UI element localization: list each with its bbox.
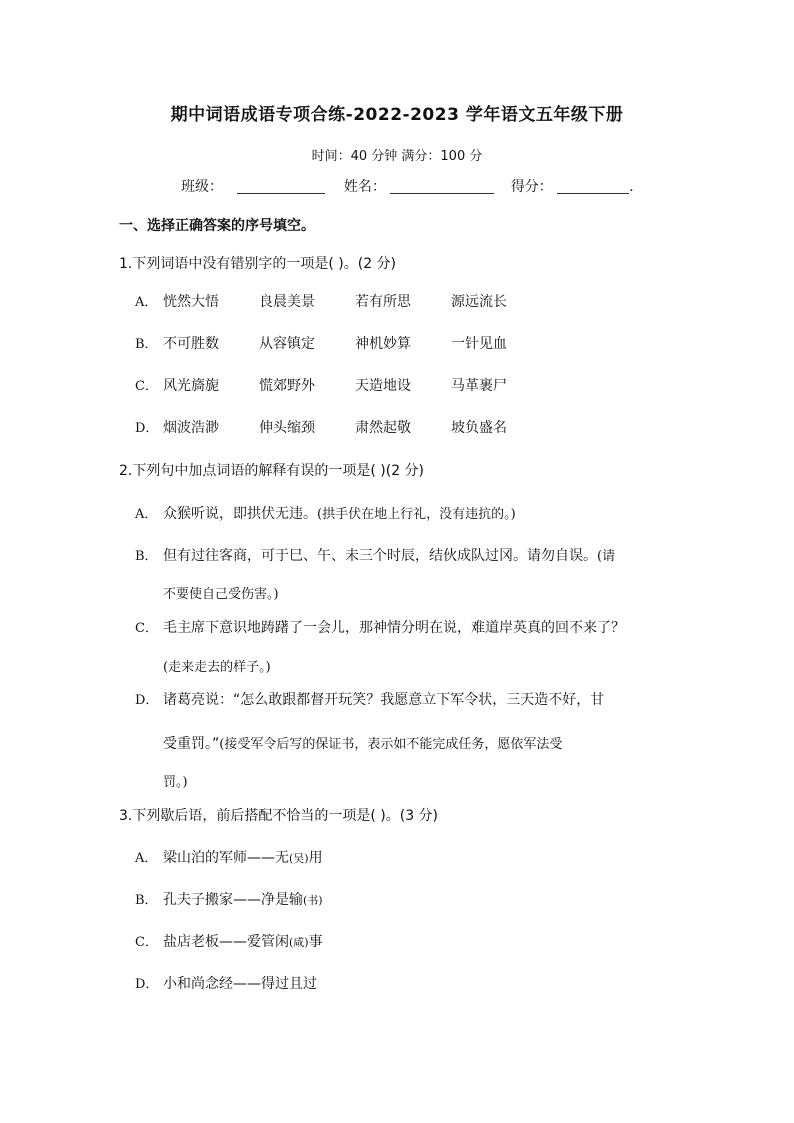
exam-title: 期中词语成语专项合练-2022-2023 学年语文五年级下册 [170,105,624,125]
q2-option-c-note: (走来走去的样子。) [163,660,271,675]
score-blank[interactable] [557,179,629,194]
q1-option-c[interactable] [135,375,547,395]
q3-option-c[interactable] [135,931,323,951]
q2-option-c[interactable] [135,617,625,637]
q2-option-b-note-continued: 不要使自己受伤害。) [163,587,279,602]
option-word: 从容镇定 [259,336,315,352]
class-label: 班级： [181,179,223,195]
q3-option-b[interactable] [135,889,323,909]
q1-option-a[interactable] [135,291,547,311]
option-word: 坡负盛名 [451,420,507,436]
option-note: (接受军令后写的保证书，表示如不能完成任务，愿依军法受 [219,737,563,752]
option-letter: D． [135,421,159,436]
option-text: 梁山泊的军师——无 [163,850,289,866]
option-hint: (咸) [289,936,309,949]
q1-option-d[interactable] [135,417,547,437]
option-word: 肃然起敬 [355,420,411,436]
student-info-line: 班级： 姓名： 得分： . [181,179,634,195]
option-text: 诸葛亮说：“怎么敢跟都督开玩笑？我愿意立下军令状，三天造不好，甘 [163,692,605,708]
option-text: 事 [308,934,323,950]
option-letter: A． [135,295,158,310]
option-letter: B． [135,337,158,352]
option-word: 若有所思 [355,294,411,310]
q2-option-b[interactable] [135,545,615,565]
option-letter: B． [135,893,158,908]
time-and-score-info: 时间：40 分钟 满分：100 分 [311,149,483,164]
option-text: 受重罚。” [163,736,220,752]
q3-option-d[interactable] [135,973,317,993]
option-word: 烟波浩渺 [163,420,219,436]
option-word: 不可胜数 [163,336,219,352]
option-word: 一针见血 [451,336,507,352]
option-text: 小和尚念经——得过且过 [163,976,317,992]
section-heading: 一、选择正确答案的序号填空。 [119,218,315,234]
question-1-stem: 1.下列词语中没有错别字的一项是( )。(2 分) [119,256,397,272]
option-letter: C． [135,935,158,950]
option-hint: (书) [303,894,323,907]
option-text: 盐店老板——爱管闲 [163,934,289,950]
option-word: 良晨美景 [259,294,315,310]
option-letter: A． [135,507,158,522]
option-letter: A． [135,851,158,866]
option-hint: (吴) [289,852,309,865]
q2-option-a[interactable] [135,503,516,523]
option-word: 风光旖旎 [163,378,219,394]
option-word: 慌郊野外 [259,378,315,394]
option-text: 众猴听说，即拱伏无违。 [163,506,317,522]
q1-option-b[interactable] [135,333,547,353]
q2-option-d-note-continued: 罚。) [163,775,188,790]
option-text: 毛主席下意识地踌躇了一会儿，那神情分明在说，难道岸英真的回不来了？ [163,620,625,636]
option-word: 天造地设 [355,378,411,394]
option-word: 伸头缩颈 [259,420,315,436]
option-text: 用 [308,850,323,866]
option-text: 孔夫子搬家——净是输 [163,892,303,908]
class-blank[interactable] [237,179,325,194]
q2-option-d[interactable] [135,689,604,709]
option-letter: C． [135,379,158,394]
option-letter: C． [135,621,158,636]
q2-option-d-continued [163,733,562,753]
name-blank[interactable] [390,179,494,194]
name-label: 姓名： [343,179,386,195]
option-letter: B． [135,549,158,564]
option-word: 源远流长 [451,294,507,310]
option-letter: D． [135,693,159,708]
score-label: 得分： [510,179,553,195]
option-word: 恍然大悟 [163,294,219,310]
q3-option-a[interactable] [135,847,323,867]
option-text: 但有过往客商，可于巳、午、未三个时辰，结伙成队过冈。请勿自误。 [163,548,597,564]
option-note: (请 [597,549,616,564]
option-letter: D． [135,977,159,992]
question-2-stem: 2.下列句中加点词语的解释有误的一项是( )(2 分) [119,463,425,479]
option-note: (拱手伏在地上行礼，没有违抗的。) [317,507,516,522]
option-word: 神机妙算 [355,336,411,352]
question-3-stem: 3.下列歇后语，前后搭配不恰当的一项是( )。(3 分) [119,808,439,824]
option-word: 马革裹尸 [451,378,507,394]
